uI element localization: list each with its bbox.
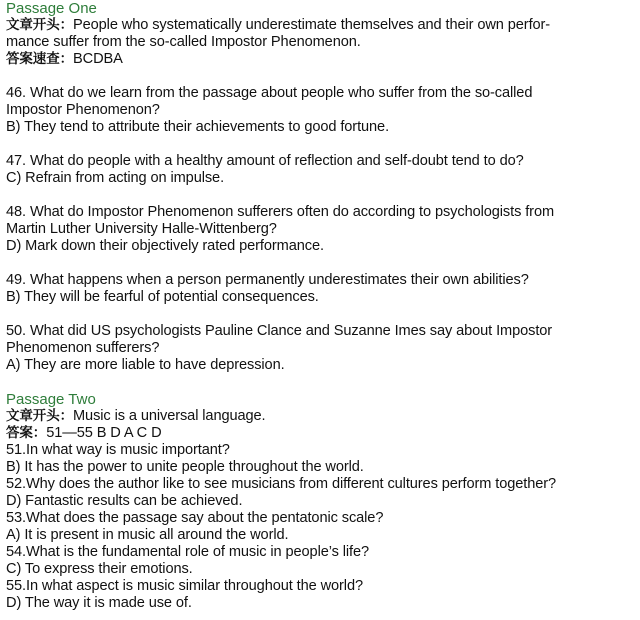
question-52: 52.Why does the author like to see musicians from different cultures perform together? — [6, 476, 557, 492]
question-51: 51.In what way is music important? — [6, 442, 230, 458]
document-page — [6, 0, 636, 612]
opening-label: 文章开头： — [6, 17, 73, 33]
answer-text: A) They are more liable to have depression. — [6, 357, 285, 373]
question-text-cont: Martin Luther University Halle-Wittenberg? — [6, 221, 277, 237]
passage-one-opening — [6, 17, 636, 34]
question-50 — [6, 323, 636, 374]
question-53: 53.What does the passage say about the pentatonic scale? — [6, 510, 384, 526]
answer-text: D) Mark down their objectively rated performance. — [6, 238, 324, 254]
question-54: 54.What is the fundamental role of music in people’s life? — [6, 544, 370, 560]
passage-one-opening-cont: mance suffer from the so-called Impostor Phenomenon. — [6, 34, 361, 50]
passage-one-answers — [6, 51, 636, 68]
opening-label: 文章开头： — [6, 408, 73, 424]
answer-text: B) They tend to attribute their achievements to good fortune. — [6, 119, 390, 135]
question-49 — [6, 272, 636, 306]
answers-label: 答案速查： — [6, 51, 73, 67]
question-text-cont: Phenomenon sufferers? — [6, 340, 160, 356]
answer-text: B) They will be fearful of potential consequences. — [6, 289, 319, 305]
question-55: 55.In what aspect is music similar throughout the world? — [6, 578, 363, 594]
question-46 — [6, 85, 636, 136]
answer-54: C) To express their emotions. — [6, 561, 193, 577]
answer-51: B) It has the power to unite people throughout the world. — [6, 459, 364, 475]
question-text: 49. What happens when a person permanently underestimates their own abilities? — [6, 272, 529, 288]
question-text-cont: Impostor Phenomenon? — [6, 102, 160, 118]
answers-value: BCDBA — [73, 51, 123, 67]
answer-55: D) The way it is made use of. — [6, 595, 192, 611]
question-text: 47. What do people with a healthy amount of reflection and self-doubt tend to do? — [6, 153, 524, 169]
passage-two-opening — [6, 408, 636, 425]
answers-label: 答案： — [6, 425, 47, 441]
answers-value: 51—55 B D A C D — [46, 425, 162, 441]
answer-52: D) Fantastic results can be achieved. — [6, 493, 243, 509]
question-text: 50. What did US psychologists Pauline Clance and Suzanne Imes say about Impostor — [6, 323, 553, 339]
question-47 — [6, 153, 636, 187]
question-48 — [6, 204, 636, 255]
question-text: 46. What do we learn from the passage about people who suffer from the so-called — [6, 85, 533, 101]
opening-text: Music is a universal language. — [73, 408, 266, 424]
answer-text: C) Refrain from acting on impulse. — [6, 170, 225, 186]
answer-53: A) It is present in music all around the world. — [6, 527, 289, 543]
passage-two-answers — [6, 425, 636, 442]
passage-two-heading: Passage Two — [6, 391, 96, 408]
opening-text: People who systematically underestimate themselves and their own perfor- — [73, 17, 551, 33]
question-text: 48. What do Impostor Phenomenon sufferers often do according to psychologists from — [6, 204, 555, 220]
passage-one-heading: Passage One — [6, 0, 97, 17]
